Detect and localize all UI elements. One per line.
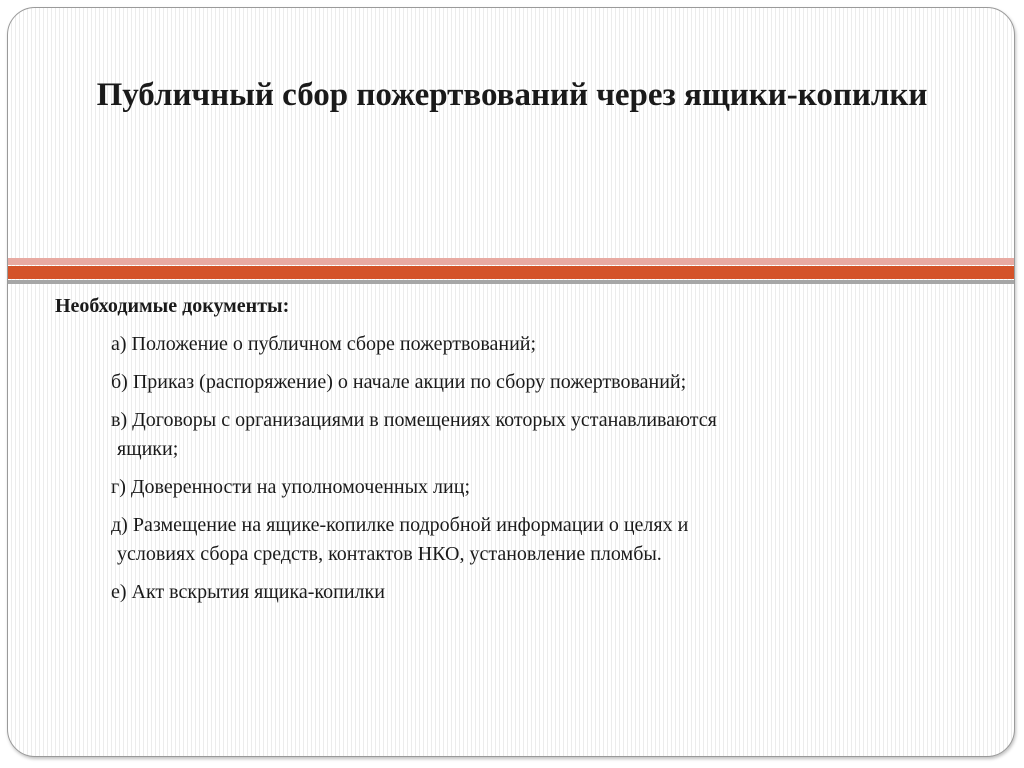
list-item-text: б) Приказ (распоряжение) о начале акции по сбору пожертвований; xyxy=(111,371,687,393)
list-item xyxy=(111,578,995,607)
list-item-text: в) Договоры с организациями в помещениях которых устанавливаются xyxy=(111,409,717,431)
list-item-continuation: условиях сбора средств, контактов НКО, установление пломбы. xyxy=(117,543,662,565)
list-item-text: д) Размещение на ящике-копилке подробной информации о целях и xyxy=(111,514,689,536)
list-item xyxy=(111,406,995,464)
list-item-text: г) Доверенности на уполномоченных лиц; xyxy=(111,476,470,498)
list-item xyxy=(111,511,995,569)
documents-heading: Необходимые документы: xyxy=(55,295,290,317)
list-item-continuation: ящики; xyxy=(117,438,179,460)
divider-band-pink xyxy=(8,258,1015,265)
list-item xyxy=(111,473,995,502)
divider-band-grey xyxy=(8,280,1015,284)
slide-title: Публичный сбор пожертвований через ящики-копилки xyxy=(96,77,928,113)
list-item-text: а) Положение о публичном сборе пожертвований; xyxy=(111,333,537,355)
slide-frame xyxy=(7,7,1015,757)
slide-body xyxy=(55,293,995,616)
list-item xyxy=(111,330,995,359)
documents-list xyxy=(55,330,995,607)
divider-band-orange xyxy=(8,266,1015,279)
list-item xyxy=(111,368,995,397)
list-item-text: е) Акт вскрытия ящика-копилки xyxy=(111,581,385,603)
